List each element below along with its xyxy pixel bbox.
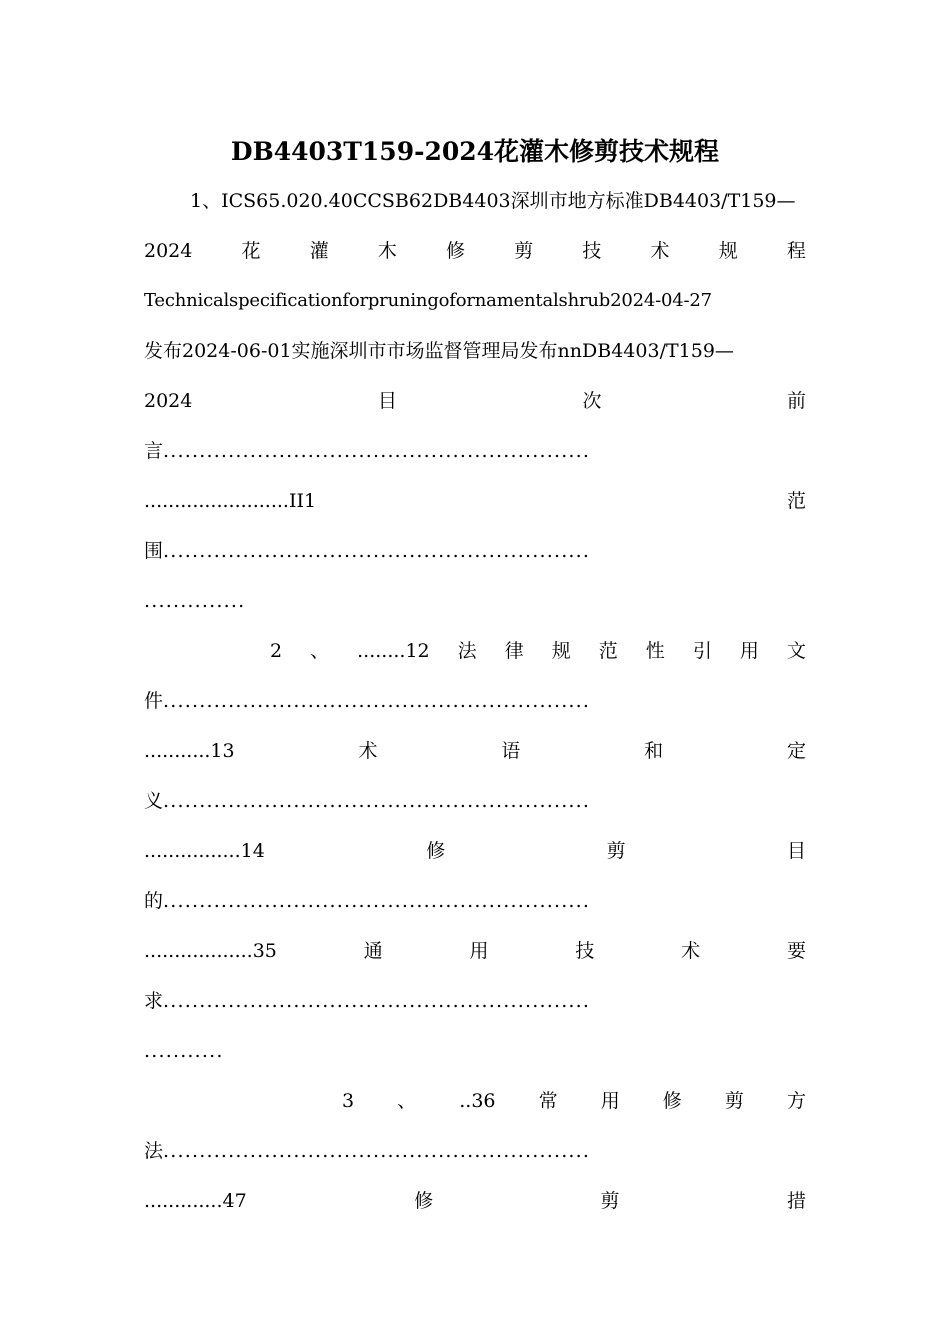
text-fragment: 剪 <box>724 1090 744 1112</box>
text-line-4: 发布2024-06-01实施深圳市市场监督管理局发布nnDB4403/T159— <box>144 340 734 362</box>
toc-leader-dots: ........................................................... <box>163 440 591 462</box>
text-fragment: 义 <box>144 790 164 812</box>
toc-line-14 <box>144 833 806 869</box>
text-fragment: 用 <box>600 1090 620 1112</box>
text-fragment: 性 <box>645 640 665 662</box>
text-fragment: 用 <box>739 640 759 662</box>
text-fragment: 规 <box>551 640 571 662</box>
toc-line-13 <box>144 783 806 819</box>
toc-entry-page: ...........13 <box>144 740 235 762</box>
text-fragment: 法 <box>457 640 477 662</box>
text-line-3: Technicalspecificationforpruningofornamentalshrub2024-04-27 <box>144 290 712 311</box>
text-line-1: 1、ICS65.020.40CCSB62DB4403深圳市地方标准DB4403/T159— <box>190 190 796 212</box>
text-fragment: 用 <box>469 940 489 962</box>
toc-entry-page: ..................35 <box>144 940 277 962</box>
toc-leader-dots: ........................................................... <box>163 890 591 912</box>
toc-leader-dots: ........................................................... <box>163 990 591 1012</box>
text-fragment: 范 <box>786 490 806 512</box>
text-fragment: 程 <box>786 240 806 262</box>
text-fragment: 修 <box>446 240 466 262</box>
text-fragment: 剪 <box>514 240 534 262</box>
text-fragment: 文 <box>786 640 806 662</box>
toc-line-11 <box>144 683 806 719</box>
toc-entry-page: .............47 <box>144 1190 247 1212</box>
text-fragment: 通 <box>363 940 383 962</box>
toc-entry-page: ..36 <box>459 1090 496 1112</box>
text-fragment: 和 <box>644 740 664 762</box>
text-fragment: 花 <box>241 240 261 262</box>
text-fragment: 律 <box>504 640 524 662</box>
toc-line-17 <box>144 983 806 1019</box>
text-fragment: 要 <box>786 940 806 962</box>
toc-line-20 <box>144 1133 806 1169</box>
toc-entry-page: ........12 <box>357 640 430 662</box>
text-fragment: 修 <box>662 1090 682 1112</box>
text-fragment: 的 <box>144 890 164 912</box>
text-fragment: 、 <box>310 640 330 662</box>
text-fragment: 定 <box>786 740 806 762</box>
toc-line-5 <box>144 383 806 419</box>
text-fragment: 范 <box>598 640 618 662</box>
toc-entry-page: ........................II1 <box>144 490 317 512</box>
text-fragment: 前 <box>786 390 806 412</box>
toc-line-12 <box>144 733 806 769</box>
toc-leader-dots: ........................................................... <box>163 790 591 812</box>
toc-line-15 <box>144 883 806 919</box>
text-fragment: 2024 <box>144 240 193 262</box>
text-fragment: 术 <box>650 240 670 262</box>
text-fragment: 规 <box>718 240 738 262</box>
toc-line-10 <box>270 633 806 669</box>
text-fragment: 目 <box>786 840 806 862</box>
text-fragment: 术 <box>681 940 701 962</box>
toc-line-21 <box>144 1183 806 1219</box>
toc-entry-page: ................14 <box>144 840 265 862</box>
text-fragment: 求 <box>144 990 164 1012</box>
text-fragment: 修 <box>414 1190 434 1212</box>
text-fragment: 次 <box>582 390 602 412</box>
text-fragment: 术 <box>358 740 378 762</box>
text-fragment: 法 <box>144 1140 164 1162</box>
toc-line-9: .............. <box>144 590 246 612</box>
toc-line-16 <box>144 933 806 969</box>
text-fragment: 、 <box>397 1090 417 1112</box>
toc-line-7 <box>144 483 806 519</box>
text-fragment: 方 <box>786 1090 806 1112</box>
text-fragment: 语 <box>501 740 521 762</box>
text-fragment: 措 <box>786 1190 806 1212</box>
text-fragment: 灌 <box>309 240 329 262</box>
text-fragment: 2024 <box>144 390 193 412</box>
toc-leader-dots: ........................................................... <box>163 540 591 562</box>
toc-line-6 <box>144 433 806 469</box>
text-line-2 <box>144 233 806 269</box>
text-fragment: 剪 <box>606 840 626 862</box>
text-fragment: 言 <box>144 440 164 462</box>
text-fragment: 技 <box>582 240 602 262</box>
text-fragment: 常 <box>538 1090 558 1112</box>
text-fragment: 引 <box>692 640 712 662</box>
document-title: DB4403T159-2024花灌木修剪技术规程 <box>230 137 720 166</box>
text-fragment: 件 <box>144 690 164 712</box>
text-fragment: 3 <box>342 1090 355 1112</box>
text-fragment: 木 <box>377 240 397 262</box>
toc-line-8 <box>144 533 806 569</box>
text-fragment: 2 <box>270 640 283 662</box>
toc-line-19 <box>342 1083 806 1119</box>
toc-leader-dots: ........................................................... <box>163 690 591 712</box>
text-fragment: 技 <box>575 940 595 962</box>
text-fragment: 剪 <box>600 1190 620 1212</box>
toc-leader-dots: ........................................................... <box>163 1140 591 1162</box>
text-fragment: 围 <box>144 540 164 562</box>
toc-line-18: ........... <box>144 1040 224 1062</box>
text-fragment: 修 <box>426 840 446 862</box>
text-fragment: 目 <box>377 390 397 412</box>
